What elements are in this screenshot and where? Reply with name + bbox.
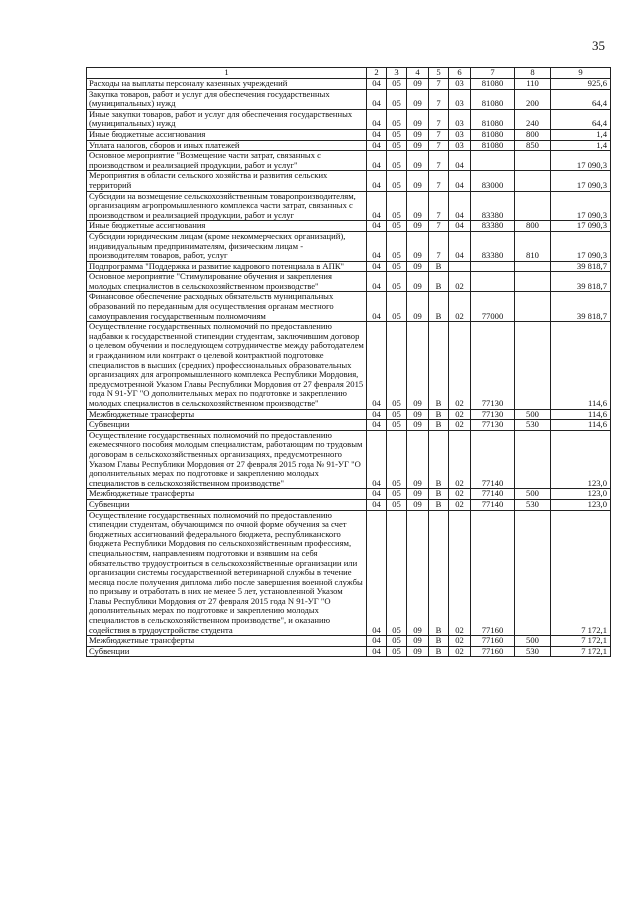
row-amount: 7 172,1 (551, 510, 611, 636)
row-amount: 123,0 (551, 489, 611, 500)
row-code-3: 05 (387, 79, 407, 90)
row-code-6: 02 (449, 636, 471, 647)
row-code-4: 09 (407, 636, 429, 647)
table-row (87, 292, 611, 322)
row-code-7: 83380 (471, 221, 515, 232)
row-code-3: 05 (387, 489, 407, 500)
row-code-4: 09 (407, 420, 429, 431)
budget-table (86, 67, 611, 657)
row-code-7 (471, 261, 515, 272)
row-label: Основное мероприятие "Стимулирование обучения и закрепления молодых специалистов в сельскохозяйственном производстве" (87, 272, 367, 292)
row-label: Финансовое обеспечение расходных обязательств муниципальных образований по переданным для осуществления органам местного самоуправления государственным полномочиям (87, 292, 367, 322)
row-code-5: В (429, 430, 449, 489)
row-amount: 114,6 (551, 420, 611, 431)
row-code-6: 02 (449, 489, 471, 500)
row-code-6: 02 (449, 272, 471, 292)
row-code-3: 05 (387, 272, 407, 292)
row-code-2: 04 (367, 430, 387, 489)
row-code-5: 7 (429, 231, 449, 261)
row-code-2: 04 (367, 89, 387, 109)
row-code-3: 05 (387, 191, 407, 221)
row-amount: 925,6 (551, 79, 611, 90)
row-code-3: 05 (387, 420, 407, 431)
row-code-5: 7 (429, 129, 449, 140)
header-cell: 5 (429, 68, 449, 79)
row-code-7: 77130 (471, 409, 515, 420)
row-code-4: 09 (407, 292, 429, 322)
row-code-2: 04 (367, 499, 387, 510)
table-row (87, 231, 611, 261)
row-code-6: 02 (449, 510, 471, 636)
row-amount: 1,4 (551, 129, 611, 140)
row-code-8 (515, 322, 551, 409)
row-code-8: 850 (515, 140, 551, 151)
table-row (87, 221, 611, 232)
row-amount: 64,4 (551, 89, 611, 109)
row-code-3: 05 (387, 261, 407, 272)
row-code-6: 03 (449, 140, 471, 151)
row-code-4: 09 (407, 261, 429, 272)
row-amount: 39 818,7 (551, 272, 611, 292)
header-cell: 1 (87, 68, 367, 79)
row-label: Субвенции (87, 420, 367, 431)
row-label: Иные бюджетные ассигнования (87, 129, 367, 140)
row-code-5: 7 (429, 89, 449, 109)
row-code-8: 500 (515, 489, 551, 500)
row-code-6: 03 (449, 109, 471, 129)
row-code-8: 530 (515, 420, 551, 431)
row-code-3: 05 (387, 221, 407, 232)
table-row (87, 140, 611, 151)
table-row (87, 79, 611, 90)
row-label: Осуществление государственных полномочий по предоставлению стипендии студентам, обучающимся по очной форме обучения за счет бюджетных ассигнований федерального бюджета, республиканского бюджета Республики Мордовия по сельскохозяйственным профессиям, специальностям, направлениям подготовки и взявшим на себя обязательство трудоустроиться в сельскохозяйственные организации или организации системы государственной ветеринарной службы в течение месяца после получения диплома либо после завершения военной службы по призыву и отработать в них не менее 5 лет, установленной Указом Главы Республики Мордовия от 27 февраля 2015 года N 91-УГ "О дополнительных мерах по подготовке и закреплению молодых специалистов в сельскохозяйственном производстве", и оказанию содействия в трудоустройстве студента (87, 510, 367, 636)
row-code-7: 81080 (471, 89, 515, 109)
row-code-8: 530 (515, 646, 551, 657)
row-code-8 (515, 292, 551, 322)
row-code-2: 04 (367, 261, 387, 272)
row-code-2: 04 (367, 221, 387, 232)
row-code-5: 7 (429, 171, 449, 191)
row-code-7 (471, 151, 515, 171)
row-code-3: 05 (387, 409, 407, 420)
table-row (87, 109, 611, 129)
row-code-6: 04 (449, 151, 471, 171)
row-label: Межбюджетные трансферты (87, 636, 367, 647)
row-code-2: 04 (367, 151, 387, 171)
row-amount: 123,0 (551, 499, 611, 510)
row-code-6: 02 (449, 646, 471, 657)
row-code-7: 83380 (471, 191, 515, 221)
row-code-2: 04 (367, 129, 387, 140)
row-code-7: 81080 (471, 109, 515, 129)
table-header-row (87, 68, 611, 79)
row-amount: 123,0 (551, 430, 611, 489)
row-amount: 17 090,3 (551, 151, 611, 171)
row-code-2: 04 (367, 636, 387, 647)
row-label: Иные бюджетные ассигнования (87, 221, 367, 232)
row-code-8 (515, 272, 551, 292)
row-code-7: 77160 (471, 636, 515, 647)
row-code-6: 04 (449, 231, 471, 261)
row-code-5: В (429, 420, 449, 431)
row-amount: 39 818,7 (551, 292, 611, 322)
row-code-4: 09 (407, 430, 429, 489)
row-code-2: 04 (367, 292, 387, 322)
row-code-2: 04 (367, 171, 387, 191)
table-row (87, 499, 611, 510)
row-code-4: 09 (407, 646, 429, 657)
header-cell: 6 (449, 68, 471, 79)
row-code-3: 05 (387, 322, 407, 409)
row-code-2: 04 (367, 409, 387, 420)
row-label: Иные закупки товаров, работ и услуг для обеспечения государственных (муниципальных) нужд (87, 109, 367, 129)
row-code-8: 530 (515, 499, 551, 510)
row-code-8 (515, 191, 551, 221)
row-code-2: 04 (367, 272, 387, 292)
row-code-4: 09 (407, 89, 429, 109)
row-code-8: 110 (515, 79, 551, 90)
row-code-2: 04 (367, 420, 387, 431)
row-code-8 (515, 151, 551, 171)
row-amount: 1,4 (551, 140, 611, 151)
row-label: Уплата налогов, сборов и иных платежей (87, 140, 367, 151)
row-code-7: 83000 (471, 171, 515, 191)
row-code-3: 05 (387, 129, 407, 140)
row-label: Субвенции (87, 499, 367, 510)
row-amount: 17 090,3 (551, 231, 611, 261)
row-code-4: 09 (407, 499, 429, 510)
row-code-5: В (429, 510, 449, 636)
row-amount: 17 090,3 (551, 191, 611, 221)
row-label: Мероприятия в области сельского хозяйства и развития сельских территорий (87, 171, 367, 191)
table-row (87, 261, 611, 272)
row-amount: 64,4 (551, 109, 611, 129)
row-code-6: 02 (449, 409, 471, 420)
row-code-2: 04 (367, 510, 387, 636)
row-code-4: 09 (407, 109, 429, 129)
header-cell: 7 (471, 68, 515, 79)
row-amount: 114,6 (551, 409, 611, 420)
row-code-6: 02 (449, 499, 471, 510)
row-code-3: 05 (387, 430, 407, 489)
row-code-5: В (429, 322, 449, 409)
row-code-2: 04 (367, 231, 387, 261)
row-code-6: 02 (449, 322, 471, 409)
row-code-2: 04 (367, 191, 387, 221)
row-code-5: 7 (429, 109, 449, 129)
row-code-3: 05 (387, 510, 407, 636)
row-code-8: 500 (515, 636, 551, 647)
row-code-4: 09 (407, 510, 429, 636)
row-code-5: В (429, 409, 449, 420)
row-label: Межбюджетные трансферты (87, 489, 367, 500)
row-code-6: 03 (449, 89, 471, 109)
row-code-7: 77160 (471, 646, 515, 657)
row-code-7: 83380 (471, 231, 515, 261)
row-code-3: 05 (387, 646, 407, 657)
row-code-5: В (429, 636, 449, 647)
row-code-3: 05 (387, 231, 407, 261)
row-code-7 (471, 272, 515, 292)
row-code-5: В (429, 646, 449, 657)
row-amount: 7 172,1 (551, 636, 611, 647)
row-code-5: В (429, 272, 449, 292)
row-code-3: 05 (387, 89, 407, 109)
table-row (87, 171, 611, 191)
row-code-7: 77160 (471, 510, 515, 636)
row-label: Подпрограмма "Поддержка и развитие кадрового потенциала в АПК" (87, 261, 367, 272)
row-code-5: 7 (429, 191, 449, 221)
header-cell: 8 (515, 68, 551, 79)
header-cell: 2 (367, 68, 387, 79)
row-code-2: 04 (367, 140, 387, 151)
row-code-6 (449, 261, 471, 272)
row-code-6: 02 (449, 420, 471, 431)
row-code-8 (515, 430, 551, 489)
row-label: Расходы на выплаты персоналу казенных учреждений (87, 79, 367, 90)
row-code-6: 03 (449, 79, 471, 90)
row-code-3: 05 (387, 171, 407, 191)
row-amount: 17 090,3 (551, 171, 611, 191)
table-row (87, 129, 611, 140)
row-code-8 (515, 261, 551, 272)
table-row (87, 489, 611, 500)
row-code-6: 02 (449, 292, 471, 322)
row-code-2: 04 (367, 109, 387, 129)
row-code-5: В (429, 499, 449, 510)
row-code-4: 09 (407, 191, 429, 221)
row-label: Закупка товаров, работ и услуг для обеспечения государственных (муниципальных) нужд (87, 89, 367, 109)
row-amount: 7 172,1 (551, 646, 611, 657)
row-code-5: В (429, 489, 449, 500)
table-row (87, 430, 611, 489)
row-label: Субсидии на возмещение сельскохозяйственным товаропроизводителям, организациям агропромышленного комплекса части затрат, связанных с производством и реализацией продукции, работ и услуг (87, 191, 367, 221)
row-code-6: 04 (449, 191, 471, 221)
row-code-8: 240 (515, 109, 551, 129)
row-code-6: 04 (449, 221, 471, 232)
row-code-8: 800 (515, 221, 551, 232)
row-code-4: 09 (407, 221, 429, 232)
row-label: Осуществление государственных полномочий по предоставлению надбавки к государственной стипендии студентам, заключившим договор о целевом обучении и последующем сотрудничестве между работодателем и гражданином или контракт о целевой контрактной подготовке специалистов в высших (средних) профессиональных образовательных организациях для агропромышленного комплекса Республики Мордовия, предусмотренной Указом Главы Республики Мордовия от 27 февраля 2015 года N 91-УГ "О дополнительных мерах по подготовке и закреплению молодых специалистов в сельскохозяйственном производстве" (87, 322, 367, 409)
table-row (87, 322, 611, 409)
table-row (87, 191, 611, 221)
row-code-3: 05 (387, 140, 407, 151)
row-code-7: 77140 (471, 499, 515, 510)
row-code-7: 81080 (471, 140, 515, 151)
row-code-5: 7 (429, 221, 449, 232)
row-code-7: 77000 (471, 292, 515, 322)
row-code-4: 09 (407, 171, 429, 191)
row-label: Субвенции (87, 646, 367, 657)
row-code-5: 7 (429, 151, 449, 171)
row-label: Межбюджетные трансферты (87, 409, 367, 420)
row-label: Субсидии юридическим лицам (кроме некоммерческих организаций), индивидуальным предпринимателям, физическим лицам - производителям товаров, работ, услуг (87, 231, 367, 261)
row-code-5: 7 (429, 140, 449, 151)
row-code-6: 02 (449, 430, 471, 489)
row-code-6: 04 (449, 171, 471, 191)
row-code-4: 09 (407, 409, 429, 420)
row-code-4: 09 (407, 272, 429, 292)
row-code-4: 09 (407, 140, 429, 151)
row-amount: 114,6 (551, 322, 611, 409)
table-row (87, 646, 611, 657)
row-code-7: 81080 (471, 129, 515, 140)
row-code-8: 810 (515, 231, 551, 261)
row-code-2: 04 (367, 489, 387, 500)
row-code-4: 09 (407, 489, 429, 500)
row-code-7: 77130 (471, 420, 515, 431)
row-code-4: 09 (407, 129, 429, 140)
table-row (87, 272, 611, 292)
row-code-4: 09 (407, 322, 429, 409)
row-code-4: 09 (407, 231, 429, 261)
row-code-3: 05 (387, 109, 407, 129)
row-code-7: 77140 (471, 430, 515, 489)
row-code-8: 800 (515, 129, 551, 140)
row-code-8 (515, 171, 551, 191)
row-label: Основное мероприятие "Возмещение части затрат, связанных с производством и реализацией продукции, работ и услуг" (87, 151, 367, 171)
row-code-8: 500 (515, 409, 551, 420)
row-code-2: 04 (367, 646, 387, 657)
row-amount: 39 818,7 (551, 261, 611, 272)
row-code-8 (515, 510, 551, 636)
table-row (87, 409, 611, 420)
table-row (87, 89, 611, 109)
table-row (87, 420, 611, 431)
row-amount: 17 090,3 (551, 221, 611, 232)
row-code-7: 77130 (471, 322, 515, 409)
row-code-5: 7 (429, 79, 449, 90)
row-code-3: 05 (387, 636, 407, 647)
row-code-4: 09 (407, 151, 429, 171)
row-code-3: 05 (387, 292, 407, 322)
row-code-2: 04 (367, 322, 387, 409)
row-code-3: 05 (387, 499, 407, 510)
header-cell: 3 (387, 68, 407, 79)
row-code-2: 04 (367, 79, 387, 90)
row-code-7: 81080 (471, 79, 515, 90)
row-code-5: В (429, 292, 449, 322)
table-row (87, 510, 611, 636)
row-code-5: В (429, 261, 449, 272)
row-label: Осуществление государственных полномочий по предоставлению ежемесячного пособия молодым специалистам, работающим по трудовым договорам в сельскохозяйственных организациях, предусмотренного Указом Главы Республики Мордовия от 27 февраля 2015 года № 91-УГ "О дополнительных мерах по подготовке и закреплению молодых специалистов в сельскохозяйственном производстве" (87, 430, 367, 489)
row-code-6: 03 (449, 129, 471, 140)
row-code-7: 77140 (471, 489, 515, 500)
table-row (87, 636, 611, 647)
header-cell: 4 (407, 68, 429, 79)
row-code-3: 05 (387, 151, 407, 171)
page-number: 35 (592, 38, 605, 53)
table-row (87, 151, 611, 171)
header-cell: 9 (551, 68, 611, 79)
row-code-8: 200 (515, 89, 551, 109)
row-code-4: 09 (407, 79, 429, 90)
